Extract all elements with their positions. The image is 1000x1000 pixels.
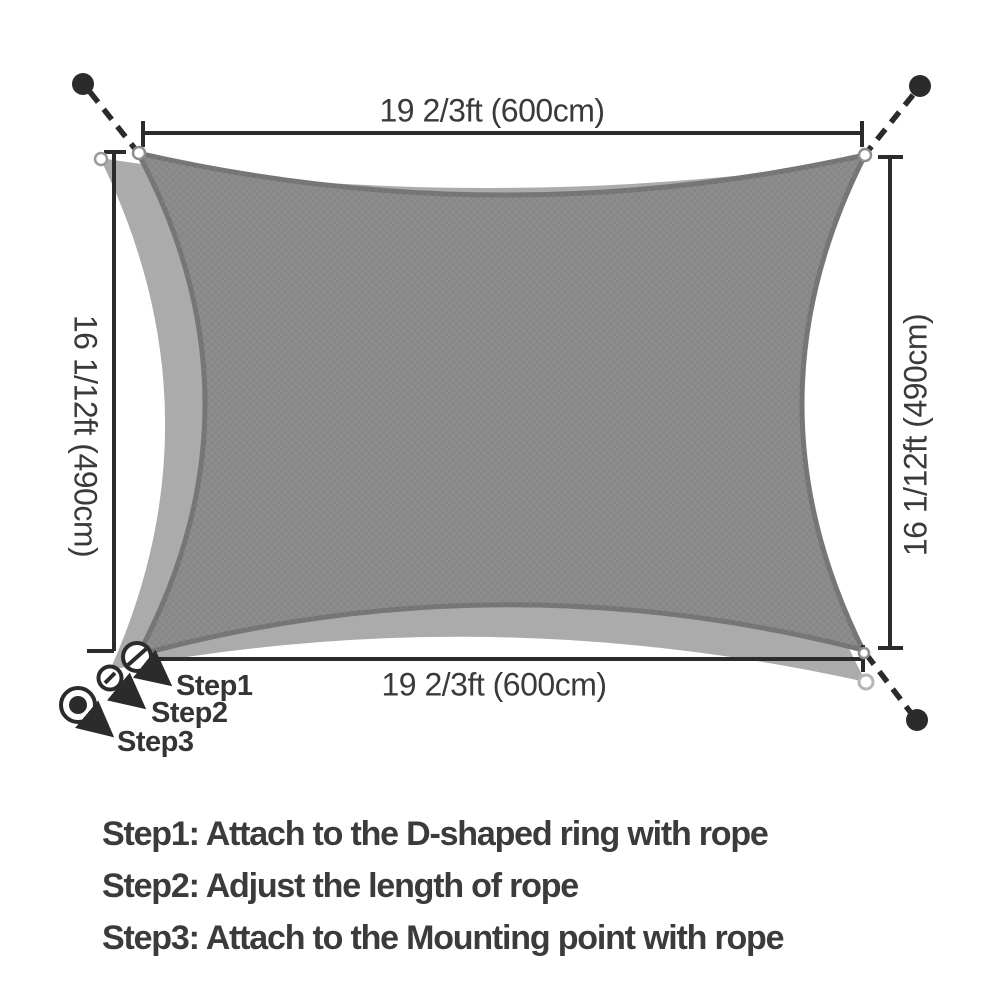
instruction-step3: Step3: Attach to the Mounting point with rope: [102, 919, 784, 957]
left-height-label: 16 1/12ft (490cm): [67, 314, 104, 558]
corner-ring-top-left: [133, 147, 145, 159]
right-height-label: 16 1/12ft (490cm): [897, 313, 934, 557]
rope-dashed-line-top-left: [90, 92, 136, 150]
instruction-step1: Step1: Attach to the D-shaped ring with rope: [102, 815, 768, 853]
bottom-width-label: 19 2/3ft (600cm): [381, 666, 607, 703]
rope-dashed-line-top-right: [867, 95, 913, 152]
instruction-list: [102, 808, 783, 964]
mounting-dot-bottom-right: [906, 709, 928, 731]
corner-ring-top-right: [859, 149, 871, 161]
step1-tag: Step1: [176, 670, 253, 702]
arrow-step3: [90, 717, 109, 733]
fabric-texture: [138, 153, 865, 655]
arrow-step2: [119, 687, 141, 705]
step3-tag: Step3: [117, 726, 194, 758]
step2-tag: Step2: [151, 697, 228, 729]
mounting-point-step3-dot: [69, 696, 87, 714]
mounting-dot-top-left: [72, 73, 94, 95]
corner-ring-top-left-shadow: [95, 153, 107, 165]
corner-ring-bottom-right: [859, 648, 869, 658]
arrow-step1: [147, 666, 167, 682]
top-width-label: 19 2/3ft (600cm): [379, 92, 605, 129]
instruction-step2: Step2: Adjust the length of rope: [102, 867, 578, 905]
mounting-dot-top-right: [909, 75, 931, 97]
corner-ring-bottom-right-shadow: [859, 675, 873, 689]
